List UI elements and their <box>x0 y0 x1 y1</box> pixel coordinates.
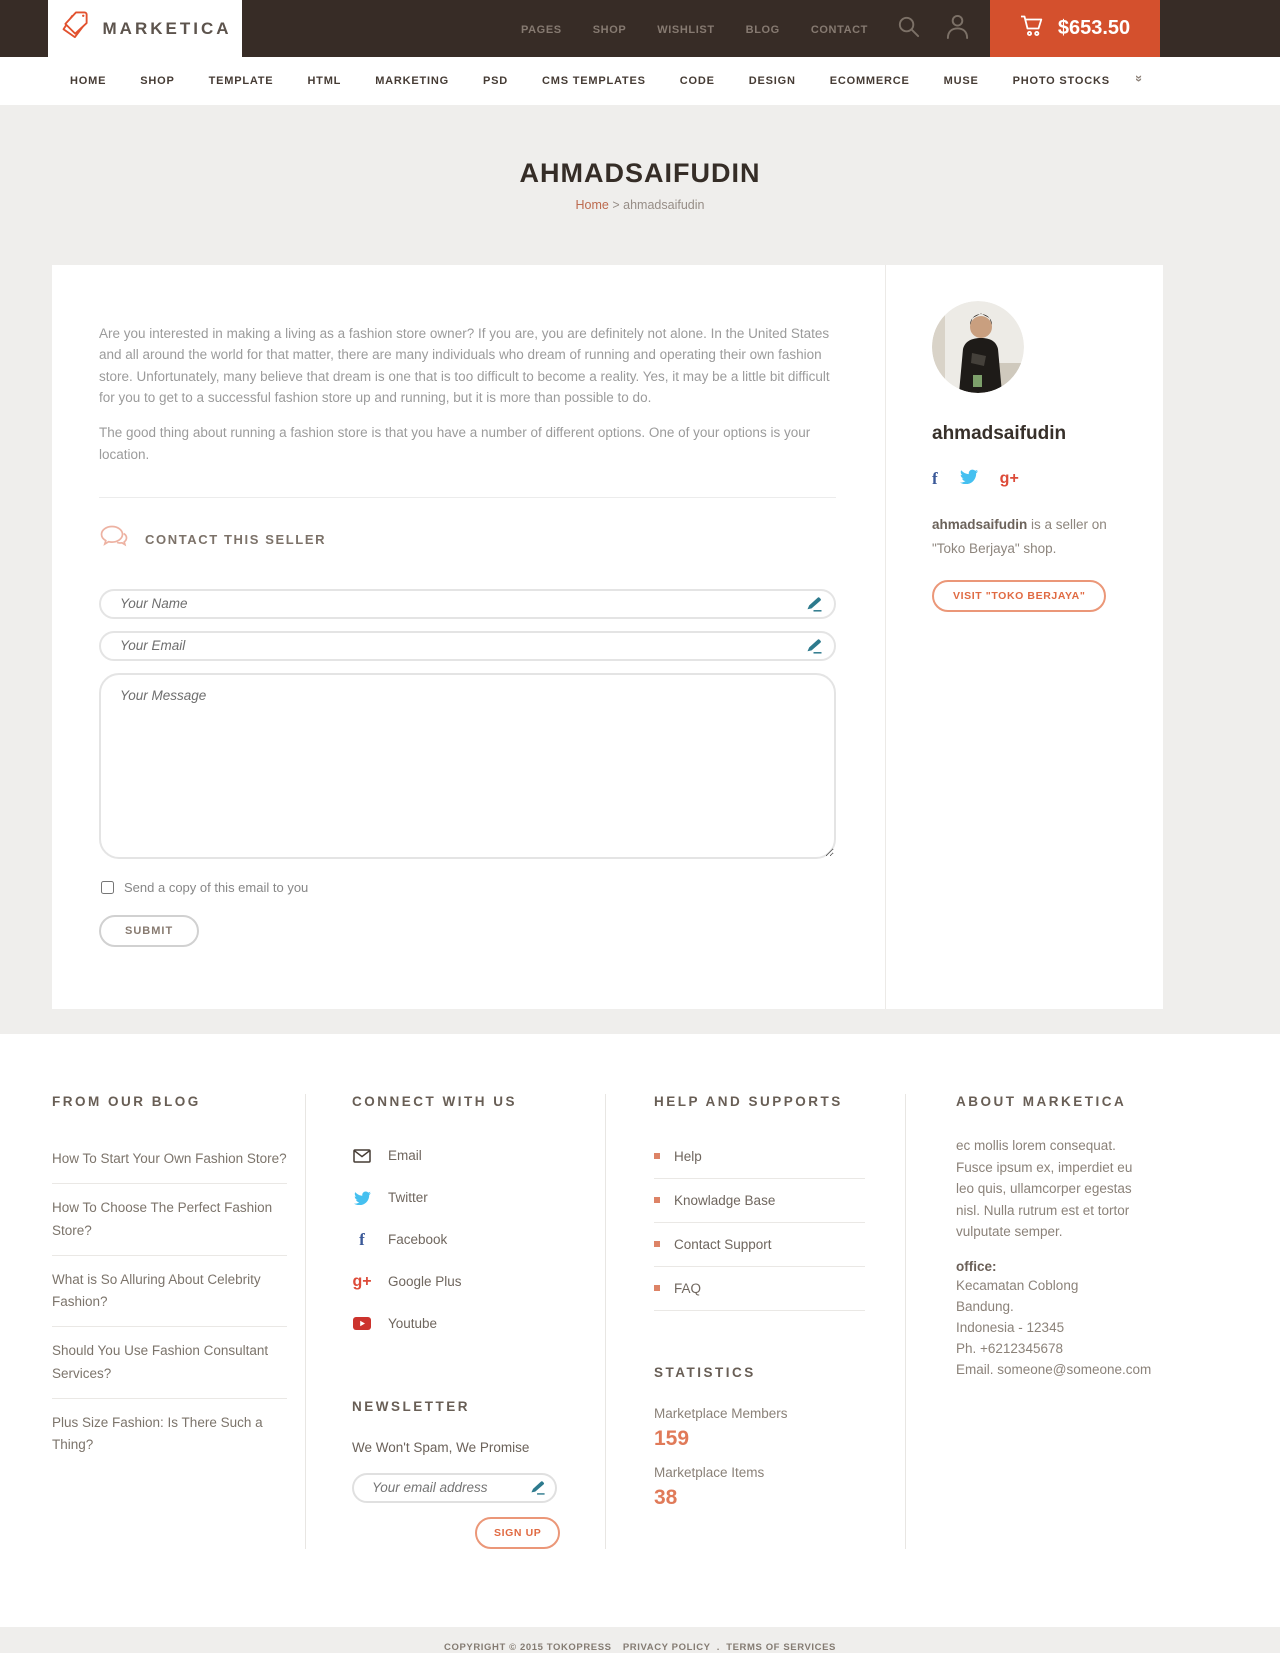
address-line: Indonesia - 12345 <box>956 1319 1065 1335</box>
pencil-icon <box>530 1480 546 1501</box>
footer-about-heading: ABOUT MARKETICA <box>956 1093 1127 1109</box>
seller-description: ahmadsaifudin is a seller on "Toko Berjaya" shop. <box>932 517 1107 556</box>
article-paragraph-1: Are you interested in making a living as a fashion store owner? If you are, you are definitely not alone. In the United States and all around the world for that matter, there are many individuals who dream of running and operating their own fashion store. Unfortunately, many believe that dream is one that is too difficult to become a reality. Yes, it may be a little bit difficult for you to get to a successful fashion store up and running, but it is more than possible to do. <box>99 326 830 405</box>
connect-link-youtube[interactable]: Youtube <box>352 1303 565 1345</box>
newsletter-signup-button[interactable]: SIGN UP <box>475 1517 560 1549</box>
square-bullet-icon <box>654 1197 660 1203</box>
google-plus-icon[interactable]: g+ <box>999 470 1019 487</box>
breadcrumb <box>0 198 1280 212</box>
stat-label: Marketplace Members <box>654 1405 788 1421</box>
send-copy-checkbox[interactable] <box>101 881 114 894</box>
help-list <box>654 1135 865 1311</box>
submit-button[interactable]: SUBMIT <box>99 915 199 947</box>
seller-name: ahmadsaifudin <box>932 423 1067 444</box>
breadcrumb-current: ahmadsaifudin <box>623 198 705 212</box>
footer-blog-heading: FROM OUR BLOG <box>52 1093 201 1109</box>
statistics-heading: STATISTICS <box>654 1364 756 1380</box>
connect-list <box>352 1135 565 1345</box>
help-link-faq[interactable]: FAQ <box>654 1267 865 1311</box>
footer-blog-column <box>52 1094 305 1549</box>
connect-link-email[interactable]: Email <box>352 1135 565 1177</box>
send-copy-label[interactable]: Send a copy of this email to you <box>124 879 309 895</box>
mainnav-item-code[interactable]: CODE <box>679 75 715 87</box>
about-text: ec mollis lorem consequat. Fusce ipsum ex, imperdiet eu leo quis, ullamcorper egestas nisl. Nulla rutrum est et tortor vulputate semper. <box>956 1137 1133 1240</box>
blog-post-link[interactable]: Plus Size Fashion: Is There Such a Thing? <box>52 1414 263 1453</box>
list-item <box>52 1256 287 1328</box>
twitter-icon[interactable] <box>960 469 978 489</box>
connect-link-facebook[interactable]: f Facebook <box>352 1219 565 1261</box>
logo-text: MARKETICA <box>102 18 232 38</box>
help-link-knowledge-base[interactable]: Knowladge Base <box>654 1179 865 1223</box>
main-nav <box>0 57 1280 105</box>
topnav-item-shop[interactable]: SHOP <box>592 23 627 36</box>
copyright-text: COPYRIGHT © 2015 TOKOPRESS <box>444 1641 612 1653</box>
content-card <box>52 265 1163 1009</box>
name-input[interactable] <box>99 589 836 619</box>
address-line: Email. someone@someone.com <box>956 1361 1152 1377</box>
article-paragraph-2: The good thing about running a fashion store is that you have a number of different options. One of your options is your location. <box>99 425 811 462</box>
address-line: Kecamatan Coblong <box>956 1277 1079 1293</box>
seller-sidebar <box>885 265 1163 1009</box>
seller-article <box>52 265 885 1009</box>
mainnav-item-cms-templates[interactable]: CMS TEMPLATES <box>542 75 646 87</box>
page-title: AHMADSAIFUDIN <box>519 158 761 188</box>
chevron-down-icon[interactable]: » <box>1131 74 1147 83</box>
topnav-item-blog[interactable]: BLOG <box>745 23 780 36</box>
pencil-icon <box>806 596 823 618</box>
mainnav-item-shop[interactable]: SHOP <box>140 75 175 87</box>
list-item <box>52 1135 287 1184</box>
topnav-item-pages[interactable]: PAGES <box>521 23 562 36</box>
mainnav-item-home[interactable]: HOME <box>70 75 107 87</box>
twitter-icon <box>352 1191 372 1205</box>
visit-shop-button[interactable]: VISIT "TOKO BERJAYA" <box>932 580 1106 612</box>
user-account-icon[interactable] <box>945 13 970 45</box>
email-input[interactable] <box>99 631 836 661</box>
terms-link[interactable]: TERMS OF SERVICES <box>726 1641 836 1653</box>
newsletter-heading: NEWSLETTER <box>352 1398 470 1414</box>
chat-bubbles-icon <box>99 524 129 555</box>
email-icon <box>352 1149 372 1163</box>
privacy-policy-link[interactable]: PRIVACY POLICY <box>622 1641 711 1653</box>
youtube-icon <box>352 1317 372 1330</box>
help-link-contact-support[interactable]: Contact Support <box>654 1223 865 1267</box>
topnav-item-contact[interactable]: CONTACT <box>810 23 868 36</box>
message-textarea[interactable] <box>99 673 836 859</box>
office-label: office: <box>956 1258 997 1274</box>
contact-seller-heading <box>99 524 836 555</box>
blog-post-list <box>52 1135 287 1469</box>
breadcrumb-separator: > <box>612 198 620 212</box>
stat-value: 159 <box>654 1426 690 1450</box>
footer-about-column <box>905 1094 1163 1549</box>
footer <box>0 1034 1280 1627</box>
mainnav-item-muse[interactable]: MUSE <box>943 75 979 87</box>
cart-total: $653.50 <box>1057 17 1131 39</box>
facebook-icon[interactable]: f <box>932 469 938 488</box>
address-line: Ph. +6212345678 <box>956 1340 1063 1356</box>
mainnav-item-marketing[interactable]: MARKETING <box>375 75 449 87</box>
cart-icon <box>1020 14 1046 43</box>
page-header <box>0 105 1280 265</box>
facebook-icon: f <box>359 1229 365 1249</box>
blog-post-link[interactable]: How To Start Your Own Fashion Store? <box>52 1150 287 1166</box>
breadcrumb-home-link[interactable]: Home <box>575 198 609 212</box>
tag-logo-icon <box>59 8 93 49</box>
mainnav-item-ecommerce[interactable]: ECOMMERCE <box>829 75 910 87</box>
topnav-item-wishlist[interactable]: WISHLIST <box>657 23 715 36</box>
footer-help-heading: HELP AND SUPPORTS <box>654 1093 843 1109</box>
copyright-separator: . <box>716 1641 720 1653</box>
list-item <box>52 1399 287 1470</box>
topbar-nav <box>521 20 868 38</box>
mainnav-item-design[interactable]: DESIGN <box>748 75 796 87</box>
mainnav-item-html[interactable]: HTML <box>307 75 342 87</box>
square-bullet-icon <box>654 1153 660 1159</box>
section-divider <box>99 497 836 498</box>
mainnav-item-template[interactable]: TEMPLATE <box>208 75 274 87</box>
footer-connect-heading: CONNECT WITH US <box>352 1093 517 1109</box>
footer-help-column <box>605 1094 905 1549</box>
address-line: Bandung. <box>956 1298 1014 1314</box>
copyright-bar <box>0 1627 1280 1653</box>
stat-value: 38 <box>654 1485 678 1509</box>
newsletter-tagline: We Won't Spam, We Promise <box>352 1439 530 1455</box>
newsletter-email-input[interactable] <box>352 1473 557 1503</box>
list-item <box>52 1184 287 1256</box>
square-bullet-icon <box>654 1285 660 1291</box>
mainnav-item-photo-stocks[interactable]: PHOTO STOCKS <box>1012 75 1110 87</box>
search-icon[interactable] <box>896 14 921 44</box>
blog-post-link[interactable]: Should You Use Fashion Consultant Services? <box>52 1343 269 1381</box>
cart-button[interactable] <box>990 0 1160 57</box>
help-link-help[interactable]: Help <box>654 1135 865 1179</box>
seller-avatar <box>932 301 1024 393</box>
top-bar <box>0 0 1280 57</box>
google-plus-icon: g+ <box>352 1272 372 1290</box>
list-item <box>52 1327 287 1399</box>
blog-post-link[interactable]: How To Choose The Perfect Fashion Store? <box>52 1200 273 1238</box>
footer-connect-column <box>305 1094 605 1549</box>
connect-link-twitter[interactable]: Twitter <box>352 1177 565 1219</box>
seller-social-links <box>932 469 1141 489</box>
connect-link-google-plus[interactable]: g+ Google Plus <box>352 1272 462 1290</box>
stat-label: Marketplace Items <box>654 1464 765 1480</box>
logo[interactable] <box>48 0 242 57</box>
blog-post-link[interactable]: What is So Alluring About Celebrity Fashion? <box>52 1271 261 1310</box>
pencil-icon <box>806 638 823 660</box>
contact-seller-label: CONTACT THIS SELLER <box>145 531 327 547</box>
mainnav-item-psd[interactable]: PSD <box>483 75 509 87</box>
square-bullet-icon <box>654 1241 660 1247</box>
